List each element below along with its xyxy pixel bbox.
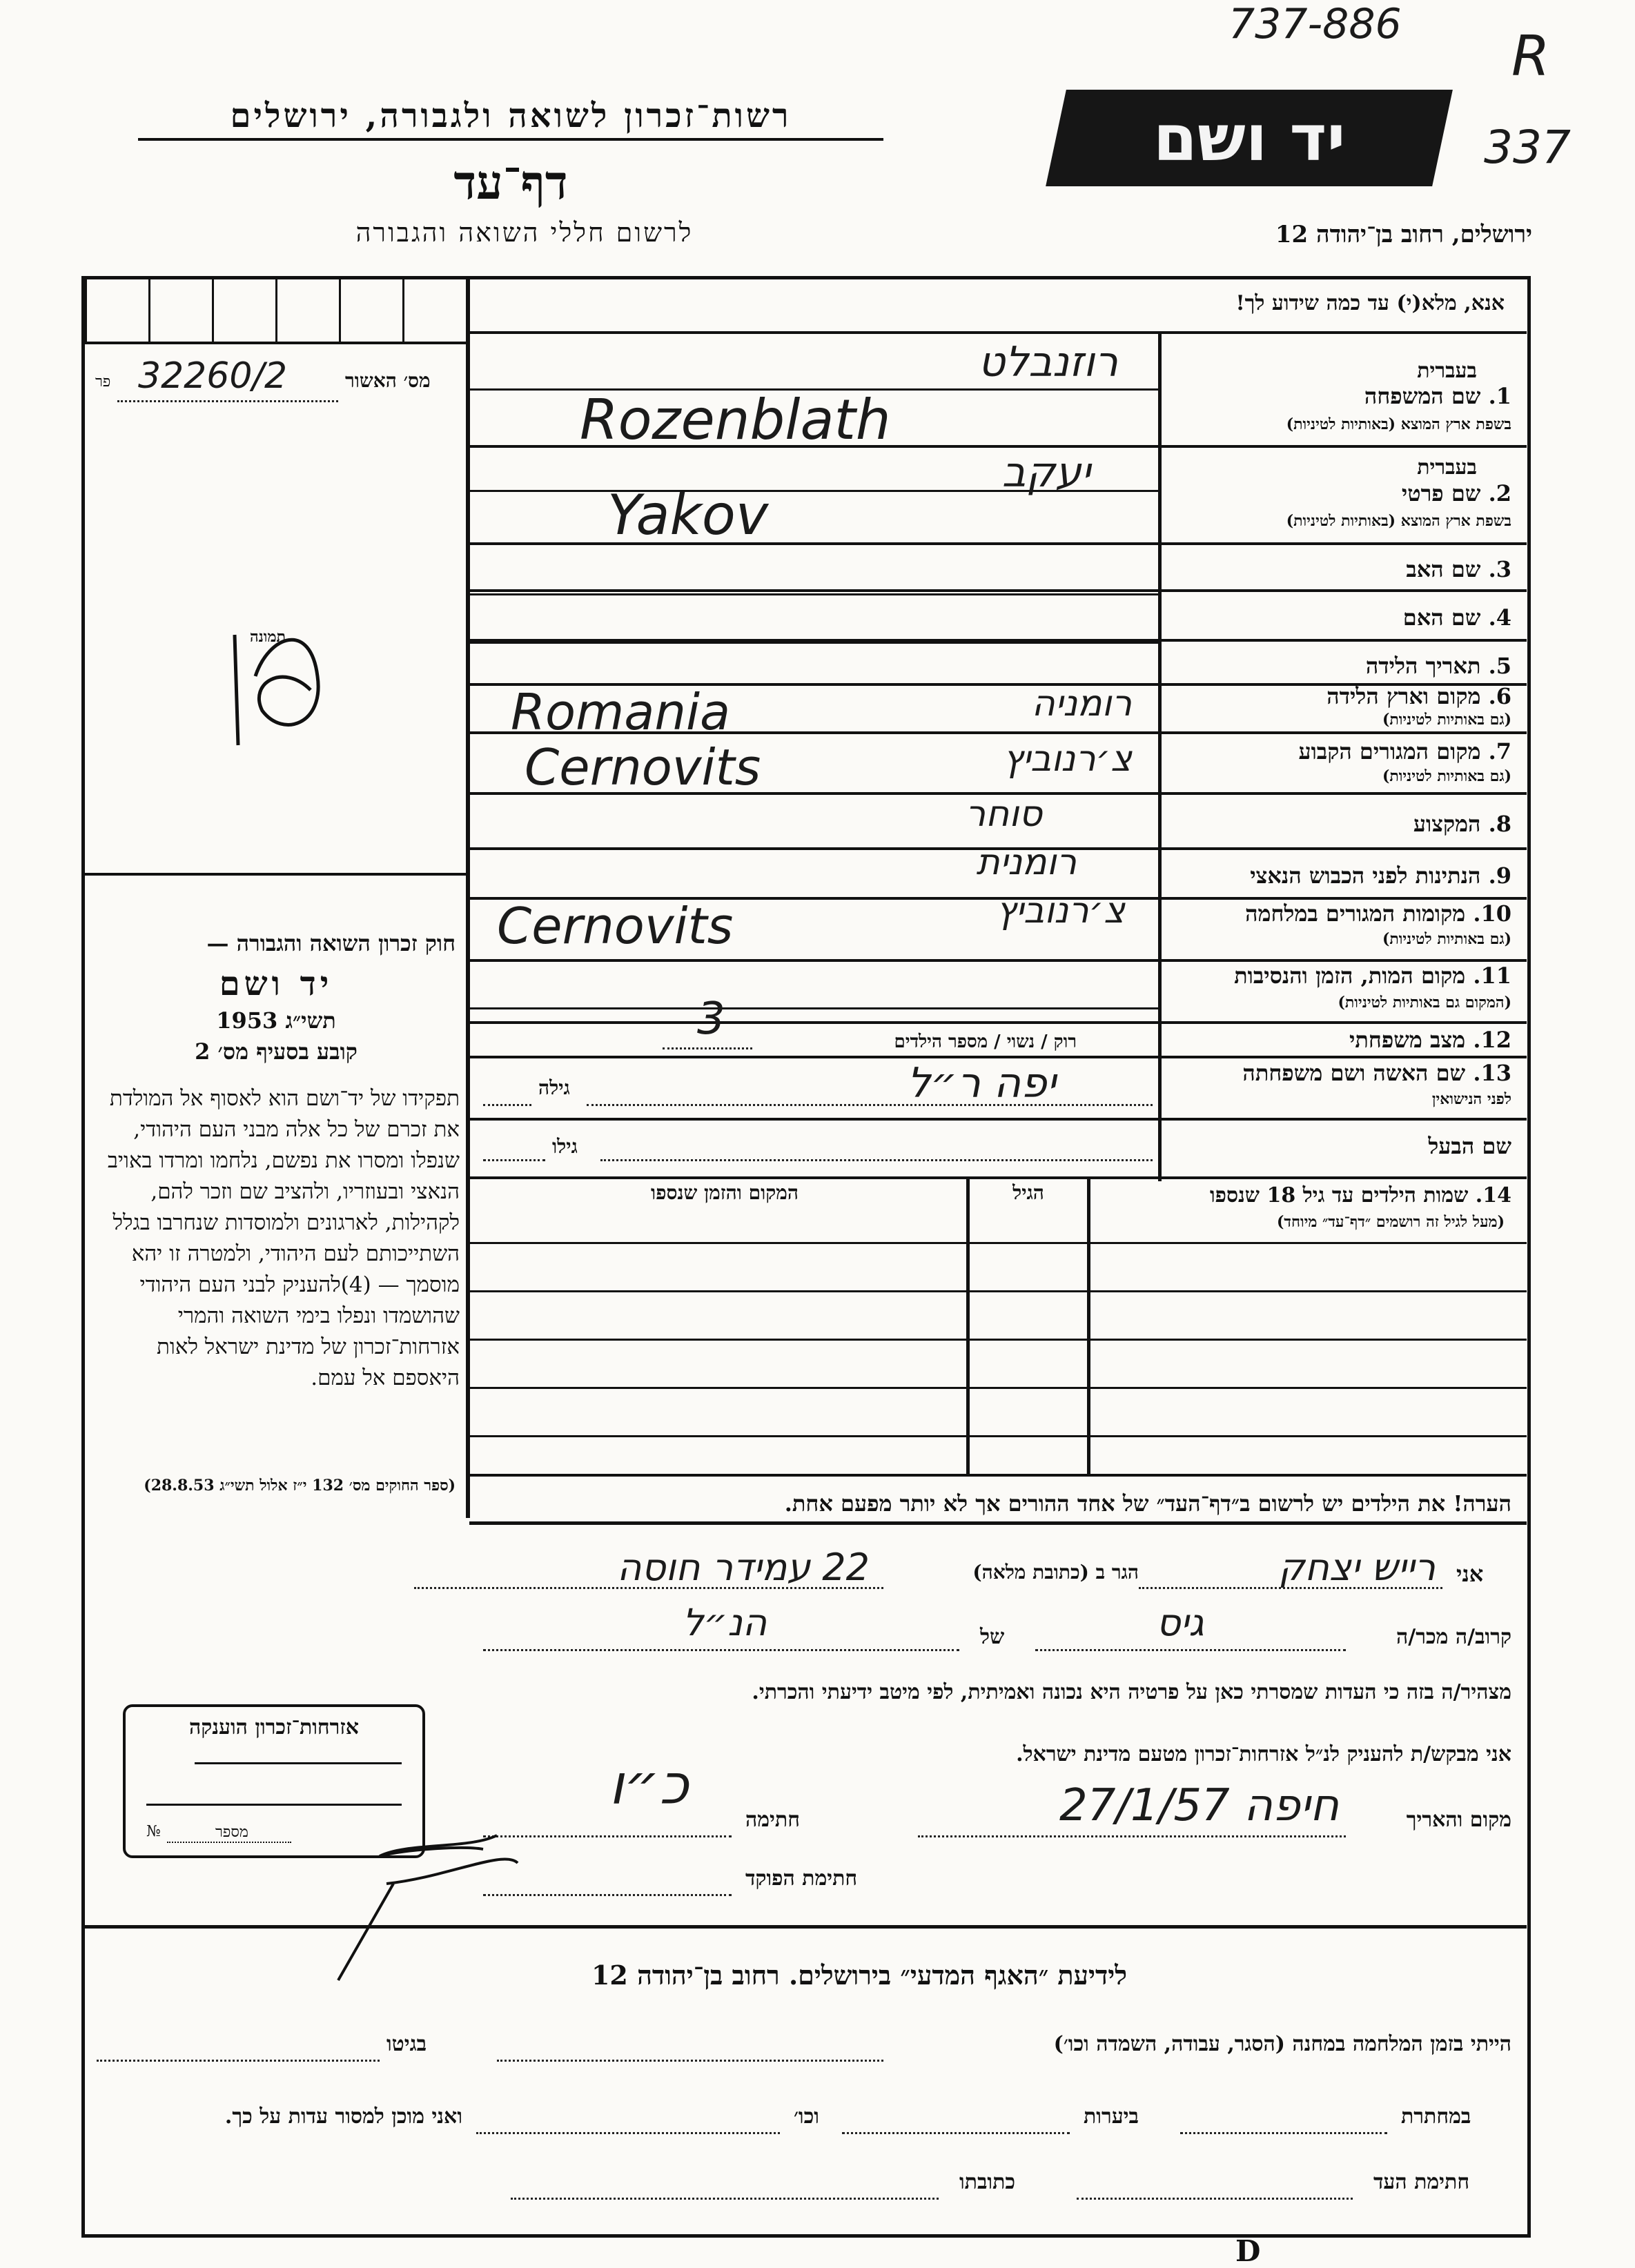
f2-value-lat: Yakov	[607, 483, 769, 547]
top-handwritten-page: 337	[1484, 121, 1571, 174]
f14-row-4	[469, 1387, 1527, 1389]
f14-row-2	[469, 1290, 1527, 1292]
f10-label: 10. מקומות המגורים במלחמה	[1245, 900, 1511, 927]
f9-value-he: רומנית	[976, 842, 1077, 883]
f11-label: 11. מקום המות, הזמן והנסיבות	[1234, 963, 1511, 989]
reg-no-value: 32260/2	[138, 355, 288, 397]
f2-value-he: יעקב	[1001, 448, 1090, 497]
f13-label: 13. שם האשה ושם משפחתה	[1242, 1060, 1511, 1086]
photo-label: תמונה	[250, 628, 286, 646]
declarant-address: 22 עמידר חוסה	[617, 1546, 870, 1589]
rule-f3	[469, 589, 1527, 592]
of-line	[483, 1649, 959, 1651]
note-text: הערה! את הילדים יש לרשום ב״דף־העד״ של אחד ההורים אך לא יותר מפעם אחת.	[784, 1490, 1511, 1517]
law-source: (ספר החוקים מס׳ 132 י״ז אלול תשי״ג 28.8.53)	[144, 1477, 456, 1495]
request-text: אני מבקש/ת להעניק לנ״ל אזרחות־זכרון מטעם מדינת ישראל.	[1016, 1742, 1511, 1766]
f13-age-line	[483, 1104, 531, 1106]
law-section: קובע בסעיף מס׳ 2	[195, 1038, 358, 1065]
of-label: של	[980, 1625, 1005, 1649]
relative-line	[1035, 1649, 1346, 1651]
certificate-no-label: מספר	[215, 1824, 248, 1841]
yad-vashem-logo	[1046, 90, 1453, 186]
reg-top-box	[85, 279, 466, 344]
f2-hebrew-tag: בעברית	[1417, 455, 1477, 480]
bottom-line2-c: וכו׳	[794, 2104, 819, 2129]
law-text: תפקידו של יד־ושם הוא לאסוף אל המולדת את זכרם של כל אלה מבני העם היהודי, שנפלו ומסרו את נפשם, נלחמו ומרדו באויב הנאצי ובעוזריו, ולהציב שם וזכר להם, לקהילות, לארגונים ולמוסדות שנחרבו בגלל השתייכותם לעם היהודי, ולמטרה זו יהא מוסמך — (4)להעניק לבני העם היהודי שהושמדו ונפלו בימי השואה והמרי אזרחות־זכרון של מדינת ישראל לאות היאספם אל עמם.	[107, 1086, 460, 1390]
place-date-line	[918, 1835, 1346, 1837]
bottom-line2-d: ואני מוכן למסור עדות על כך.	[224, 2104, 462, 2129]
f14-label: 14. שמות הילדים עד גיל 18 שנספו	[1209, 1183, 1511, 1207]
bottom-line2-blank1	[1180, 2132, 1387, 2134]
f12-status-text: רוק / נשוי / מספר הילדים	[894, 1032, 1077, 1052]
f11-sub: (המקום גם באותיות לטיניות)	[1338, 994, 1511, 1012]
intro-text: אנא, מלא(י) עד כמה שידוע לך!	[1235, 291, 1505, 315]
f14-sub: (מעל לגיל זה רושמים ״דף־עד״ מיוחד)	[1276, 1213, 1505, 1231]
f14-row-3	[469, 1339, 1527, 1341]
f7-value-he: צ׳רנוביץ	[1003, 738, 1132, 780]
f6-sub: (גם באותיות לטיניות)	[1382, 711, 1511, 729]
official-signature-label: חתימת הפוקד	[745, 1866, 858, 1891]
f1-label: 1. שם המשפחה	[1364, 383, 1511, 409]
resides-label: הגר ב (כתובת מלאה)	[972, 1561, 1139, 1584]
top-handwritten-initials: R	[1511, 24, 1550, 88]
rule-f4	[469, 639, 1527, 642]
declarant-name: רייש יצחק	[1278, 1546, 1436, 1589]
f1-value-he: רוזנבלט	[978, 338, 1118, 386]
rule-f3-mid	[469, 593, 1159, 595]
f7-sub: (גם באותיות לטיניות)	[1382, 767, 1511, 785]
husband-label: שם הבעל	[1428, 1133, 1511, 1159]
certificate-title: אזרחות־זכרון הוענקה	[188, 1715, 360, 1739]
place-date-value: חיפה 27/1/57	[1059, 1780, 1339, 1831]
bottom-line3-a: חתימת העד	[1373, 2170, 1470, 2194]
f8-value-he: סוחר	[965, 793, 1042, 835]
declaration-text: מצהיר/ה בזה כי העדות שמסרתי כאן על פרטיה היא נכונה ואמיתית, לפי מיטב ידיעתי והכרתי.	[752, 1680, 1511, 1704]
f10-sub: (גם באותיות לטיניות)	[1382, 930, 1511, 948]
bottom-line2-b: ביערות	[1084, 2104, 1139, 2129]
header-subtitle: לרשום חללי השואה והגבורה	[355, 217, 694, 248]
f3-label: 3. שם האב	[1406, 556, 1511, 582]
bottom-line1-ghetto	[97, 2060, 380, 2062]
bottom-line1-a: הייתי בזמן המלחמה במחנה (הסגר, עבודה, השמדה וכו׳)	[1053, 2032, 1511, 2056]
f10-value-he: צ׳רנוביץ	[996, 890, 1125, 931]
header-address: ירושלים, רחוב בן־יהודה 12	[1275, 221, 1532, 248]
f10-value-lat: Cernovits	[497, 897, 734, 955]
rule-f13	[469, 1118, 1527, 1121]
rule-f11	[469, 1021, 1527, 1024]
f14-row-5	[469, 1435, 1527, 1437]
signature-value: כ״ו	[609, 1753, 689, 1817]
f14-divider-a	[1087, 1179, 1090, 1475]
f2-sub: בשפת ארץ המוצא (באותיות לטיניות)	[1286, 512, 1511, 530]
rule-note	[469, 1521, 1527, 1525]
relative-value: גיס	[1156, 1601, 1204, 1644]
declarant-address-line	[414, 1587, 883, 1589]
law-name: יד ושם	[219, 965, 333, 1003]
law-year: תשי״ג 1953	[216, 1007, 336, 1034]
f12-label: 12. מצב משפחתי	[1349, 1027, 1511, 1053]
bottom-line1-b: בגיטו	[386, 2032, 427, 2056]
f4-label: 4. שם האם	[1402, 604, 1511, 631]
logo-text: יד ושם	[1153, 101, 1346, 175]
bottom-line2-a: במחתרת	[1401, 2104, 1471, 2129]
f1-hebrew-tag: בעברית	[1417, 359, 1477, 383]
rule-husband	[469, 1176, 1527, 1179]
form-title: דף־עד	[453, 155, 568, 210]
header-institution: רשות־זכרון לשואה ולגבורה, ירושלים	[138, 97, 883, 141]
rule-f11-mid	[469, 1007, 1159, 1009]
f14-row-1	[469, 1242, 1527, 1244]
footer-mark: D	[1235, 2234, 1261, 2268]
rule-f12	[469, 1056, 1527, 1058]
rule-f4-mid	[469, 642, 1159, 644]
husband-age-label: גילו	[552, 1135, 578, 1158]
bottom-line3-blank1	[1077, 2198, 1353, 2200]
f5-label: 5. תאריך הלידה	[1365, 653, 1511, 679]
bottom-heading: לידיעת ״האגף המדעי״ בירושלים. רחוב בן־יהודה 12	[591, 1960, 1128, 1991]
bottom-line3-b: כתובתו	[959, 2170, 1016, 2194]
f2-label: 2. שם פרטי	[1401, 480, 1511, 506]
f8-label: 8. המקצוע	[1413, 811, 1511, 837]
f14-col-age: הגיל	[1012, 1181, 1044, 1204]
declarant-name-line	[1139, 1587, 1442, 1589]
f6-value-lat: Romania	[511, 683, 731, 741]
of-value: הנ״ל	[682, 1601, 767, 1644]
husband-age-line	[483, 1159, 545, 1161]
reg-no-label: מס׳ האשור	[345, 369, 431, 392]
declarant-ani: אני	[1456, 1561, 1484, 1587]
photo-signature-scribble	[207, 593, 359, 752]
f13-wife-name: יפה ר״ל	[907, 1059, 1056, 1107]
intro-rule	[469, 331, 1527, 334]
f12-children-line	[663, 1047, 752, 1049]
f7-value-lat: Cernovits	[525, 738, 761, 796]
f6-value-he: רומניה	[1031, 683, 1132, 724]
reg-no-prefix: פר	[95, 373, 111, 391]
f9-label: 9. הנתינות לפני הכבוש הנאצי	[1250, 862, 1511, 889]
f1-value-lat: Rozenblath	[580, 388, 891, 452]
f13-age-label: גילה	[538, 1076, 570, 1099]
f13-wife-line	[587, 1104, 1153, 1106]
bottom-line3-blank2	[511, 2198, 939, 2200]
f14-bottom	[469, 1474, 1527, 1477]
certificate-no-prefix: №	[146, 1823, 161, 1840]
bottom-line2-blank3	[476, 2132, 780, 2134]
reg-no-line	[117, 400, 338, 402]
husband-line	[600, 1159, 1153, 1161]
f7-label: 7. מקום המגורים הקבוע	[1298, 738, 1511, 765]
place-date-label: מקום והאריך	[1406, 1808, 1511, 1832]
f14-col-place: המקום והזמן שנספו	[651, 1181, 799, 1204]
f1-sub: בשפת ארץ המוצא (באותיות לטיניות)	[1286, 415, 1511, 433]
f6-label: 6. מקום וארץ הלידה	[1326, 683, 1511, 709]
law-title: חוק זכרון השואה והגבורה —	[206, 930, 456, 956]
rule-f10	[469, 959, 1527, 962]
f13-sub: לפני הנישואין	[1431, 1090, 1511, 1108]
label-column-divider	[1158, 333, 1162, 1181]
bottom-line1-blank	[497, 2060, 883, 2062]
f14-divider-b	[966, 1179, 970, 1475]
bottom-line2-blank2	[842, 2132, 1070, 2134]
photo-box-bottom	[85, 873, 466, 876]
top-handwritten-number: 737-886	[1228, 0, 1402, 48]
signature-label: חתימה	[745, 1808, 800, 1832]
f12-children-count: 3	[697, 994, 725, 1045]
rule-bottom-section	[81, 1925, 1527, 1929]
relative-label: קרוב/ה מכר/ה	[1396, 1625, 1511, 1649]
